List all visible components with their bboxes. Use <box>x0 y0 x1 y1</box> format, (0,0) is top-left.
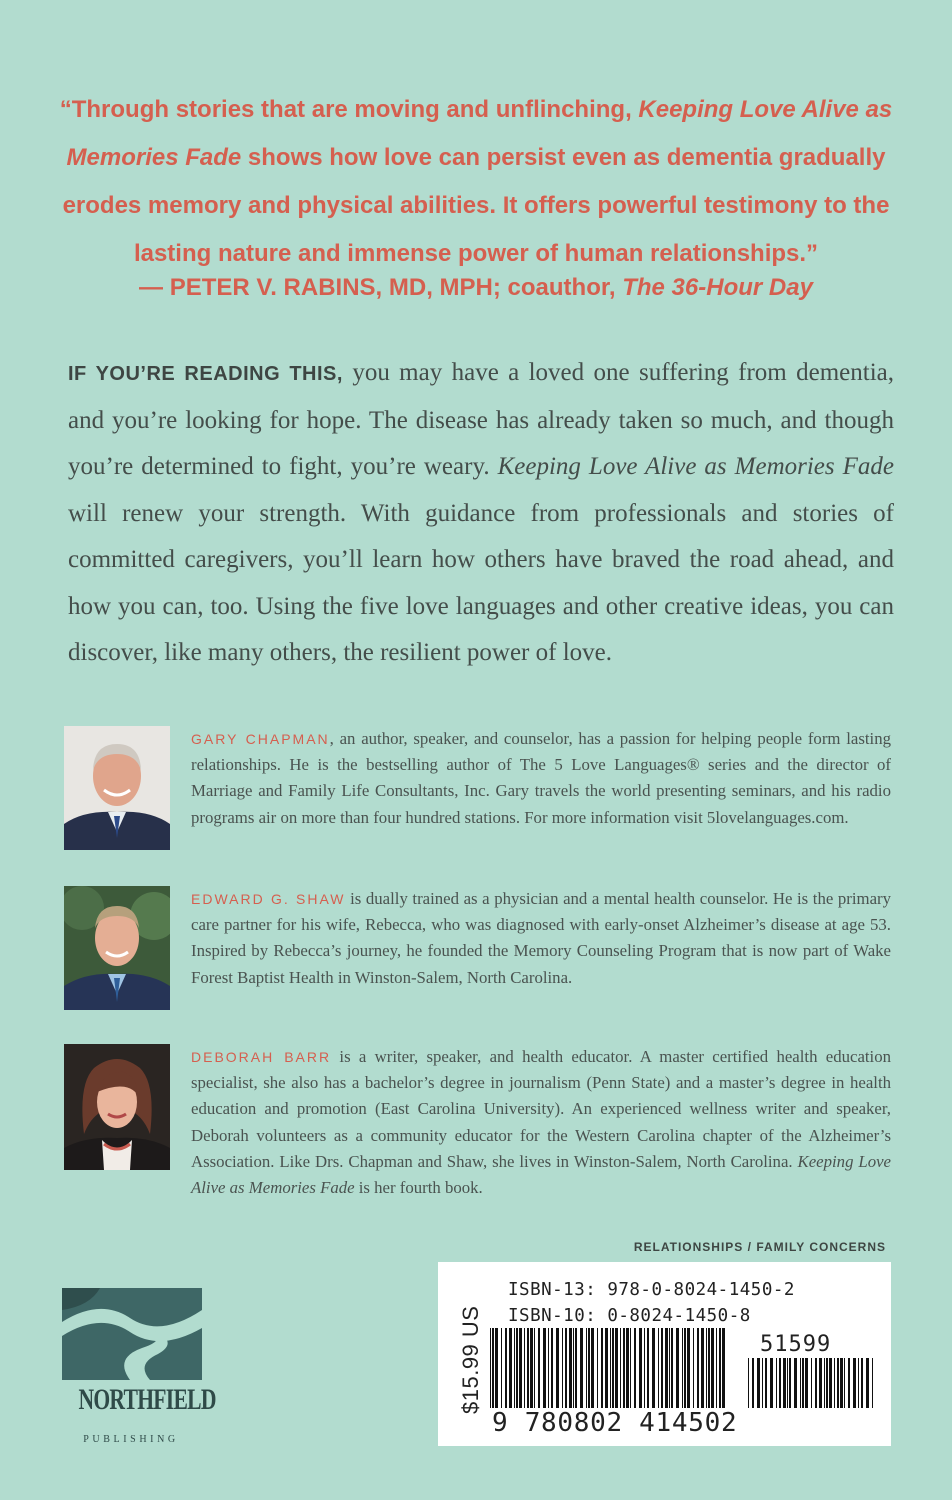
barcode-bar <box>824 1358 825 1408</box>
quote-book-title: Keeping Love Alive as Memories Fade <box>66 96 893 171</box>
author-bio-text: is dually trained as a physician and a mental health counselor. He is the primary care partner for his wife, Rebecca, who was diagnosed with early-onset Alzheimer’s disease at age 53. Inspired by Rebecca’s journey, he founded the Memory Counseling Program that is now part of Wake Forest Baptist Health in Winston-Salem, North Carolina. <box>191 889 892 987</box>
quote-text-rest: shows how love can persist even as dementia gradually erodes memory and physical abilities. It offers powerful testimony to the lasting nature and immense power of human relationships.” <box>62 144 890 267</box>
barcode-bar <box>800 1358 801 1408</box>
barcode-bar <box>524 1328 525 1408</box>
author-name: DEBORAH BARR <box>191 1049 332 1065</box>
addon-barcode <box>748 1358 876 1408</box>
barcode-bar <box>605 1328 608 1408</box>
book-description <box>68 350 894 677</box>
barcode-bar <box>840 1358 843 1408</box>
barcode-bar <box>719 1328 721 1408</box>
barcode-bar <box>802 1358 804 1408</box>
attribution-book: The 36-Hour Day <box>622 274 813 301</box>
description-book-title: Keeping Love Alive as Memories Fade <box>497 453 894 480</box>
author-bio-text: is a writer, speaker, and health educator. A master certified health education specialist, she also has a bachelor’s degree in journalism (Penn State) and a master’s degree in health education and promotion (East Carolina University). An experienced wellness writer and speaker, Deborah volunteers as a community educator for the Western Carolina chapter of the Alzheimer’s Association. Like Drs. Chapman and Shaw, she lives in Winston-Salem, North Carolina. <box>191 1047 891 1171</box>
barcode-bar <box>716 1328 717 1408</box>
barcode-bar <box>687 1328 690 1408</box>
barcode-bar <box>872 1358 873 1408</box>
barcode-bar <box>527 1328 529 1408</box>
barcode-bar <box>722 1328 725 1408</box>
author-photo <box>64 886 170 1010</box>
barcode-bar <box>569 1328 572 1408</box>
price-code: 51599 <box>760 1332 832 1357</box>
barcode-bar <box>644 1328 645 1408</box>
barcode-bar <box>492 1328 494 1408</box>
barcode-bar <box>573 1328 574 1408</box>
barcode-bar <box>669 1328 670 1408</box>
barcode-bar <box>671 1328 673 1408</box>
barcode-bar <box>591 1328 594 1408</box>
barcode-bar <box>490 1328 491 1408</box>
author-bio-text-end: is her fourth book. <box>354 1178 483 1198</box>
isbn10: ISBN-10: 0-8024-1450-8 <box>508 1306 751 1326</box>
barcode-bar <box>495 1328 498 1408</box>
barcode-bar <box>634 1328 636 1408</box>
barcode-bar <box>779 1358 781 1408</box>
barcode-bar <box>858 1358 859 1408</box>
quote-attribution <box>40 268 912 308</box>
barcode-bar <box>711 1328 714 1408</box>
author-bio-text: , an author, speaker, and counselor, has a passion for helping people form lasting relationships. He is the bestselling author of The 5 Love Languages® series and the director of Marriage and Family Life Consultants, Inc. Gary travels the world presenting seminars, and his radio programs air on more than four hundred stations. For more information visit 5lovelanguages.com. <box>191 729 891 827</box>
barcode-bar <box>575 1328 577 1408</box>
barcode-bar <box>509 1328 512 1408</box>
description-lead: IF YOU’RE READING THIS, <box>68 363 343 385</box>
barcode-bar <box>770 1358 773 1408</box>
author-name: GARY CHAPMAN <box>191 731 330 747</box>
quote-text: “Through stories that are moving and unflinching, <box>59 96 639 123</box>
barcode-bar <box>519 1328 522 1408</box>
category-label: RELATIONSHIPS / FAMILY CONCERNS <box>633 1240 886 1254</box>
barcode-bar <box>684 1328 686 1408</box>
barcode-bar <box>829 1358 832 1408</box>
barcode-bar <box>501 1328 502 1408</box>
author-name: EDWARD G. SHAW <box>191 891 346 907</box>
barcode-bar <box>811 1358 812 1408</box>
endorsement-quote <box>40 86 912 278</box>
barcode-bar <box>853 1358 856 1408</box>
barcode-bar <box>505 1328 507 1408</box>
barcode-bar <box>565 1328 567 1408</box>
barcode-bar <box>647 1328 649 1408</box>
barcode-bar <box>630 1328 631 1408</box>
barcode-bar <box>615 1328 618 1408</box>
barcode-bar <box>580 1328 583 1408</box>
barcode-bar <box>861 1358 863 1408</box>
barcode-bar <box>762 1358 763 1408</box>
barcode-bar <box>538 1328 540 1408</box>
barcode-bar <box>866 1358 869 1408</box>
isbn13: ISBN-13: 978-0-8024-1450-2 <box>508 1280 795 1300</box>
author-bio-book-title: Keeping Love Alive as Memories Fade <box>191 1151 892 1198</box>
barcode-bar <box>789 1358 791 1408</box>
publisher-sub: PUBLISHING <box>83 1434 179 1445</box>
barcode-bar <box>848 1358 850 1408</box>
barcode-bar <box>748 1358 749 1408</box>
barcode-bar <box>776 1358 777 1408</box>
description-text-rest: will renew your strength. With guidance from professionals and stories of committed caregivers, you’ll learn how others have braved the road ahead, and how you can, too. Using the five love languages and other creative ideas, you can discover, like many others, the resilient power of love. <box>68 499 894 666</box>
attribution-name: — PETER V. RABINS, MD, MPH; coauthor, <box>139 274 623 301</box>
barcode-bar <box>612 1328 614 1408</box>
barcode-bar <box>588 1328 590 1408</box>
barcode-bar <box>826 1358 828 1408</box>
ean-digits: 9 780802 414502 <box>492 1408 738 1438</box>
barcode-bar <box>530 1328 533 1408</box>
barcode-bar <box>623 1328 625 1408</box>
barcode-bar <box>601 1328 603 1408</box>
barcode-sticker <box>438 1262 891 1446</box>
barcode-bar <box>639 1328 642 1408</box>
barcode-bar <box>837 1358 839 1408</box>
barcode-bar <box>658 1328 659 1408</box>
barcode-bar <box>752 1358 754 1408</box>
author-photo <box>64 1044 170 1170</box>
author-bio <box>191 886 891 991</box>
barcode-bar <box>562 1328 563 1408</box>
barcode-bar <box>783 1358 786 1408</box>
barcode-bar <box>661 1328 663 1408</box>
barcode-bar <box>597 1328 598 1408</box>
barcode-bar <box>757 1358 760 1408</box>
barcode-bar <box>693 1328 694 1408</box>
barcode-bar <box>844 1358 845 1408</box>
ean-barcode <box>490 1328 726 1408</box>
barcode-bar <box>706 1328 707 1408</box>
barcode-bar <box>626 1328 629 1408</box>
author-bio <box>191 1044 891 1201</box>
author-bio <box>191 726 891 831</box>
barcode-bar <box>586 1328 587 1408</box>
barcode-bar <box>815 1358 817 1408</box>
barcode-bar <box>794 1358 797 1408</box>
barcode-bar <box>516 1328 518 1408</box>
price-label: $15.99 US <box>458 1305 483 1414</box>
author-photo <box>64 726 170 850</box>
barcode-bar <box>765 1358 767 1408</box>
barcode-bar <box>834 1358 835 1408</box>
barcode-bar <box>701 1328 704 1408</box>
barcode-bar <box>652 1328 655 1408</box>
northfield-river-hills-logo-icon <box>60 1288 216 1456</box>
barcode-bar <box>556 1328 559 1408</box>
publisher-name: NORTHFIELD <box>78 1383 216 1416</box>
barcode-bar <box>514 1328 515 1408</box>
barcode-bar <box>708 1328 710 1408</box>
barcode-bar <box>676 1328 679 1408</box>
barcode-bar <box>697 1328 699 1408</box>
barcode-bar <box>610 1328 611 1408</box>
barcode-bar <box>805 1358 808 1408</box>
barcode-bar <box>665 1328 668 1408</box>
barcode-bar <box>682 1328 683 1408</box>
description-text: you may have a loved one suffering from dementia, and you’re looking for hope. The disease has already taken so much, and though you’re determined to fight, you’re weary. <box>68 359 894 480</box>
barcode-bar <box>787 1358 788 1408</box>
barcode-bar <box>819 1358 822 1408</box>
barcode-bar <box>620 1328 621 1408</box>
barcode-bar <box>551 1328 553 1408</box>
barcode-bar <box>534 1328 535 1408</box>
barcode-bar <box>548 1328 549 1408</box>
barcode-bar <box>543 1328 546 1408</box>
